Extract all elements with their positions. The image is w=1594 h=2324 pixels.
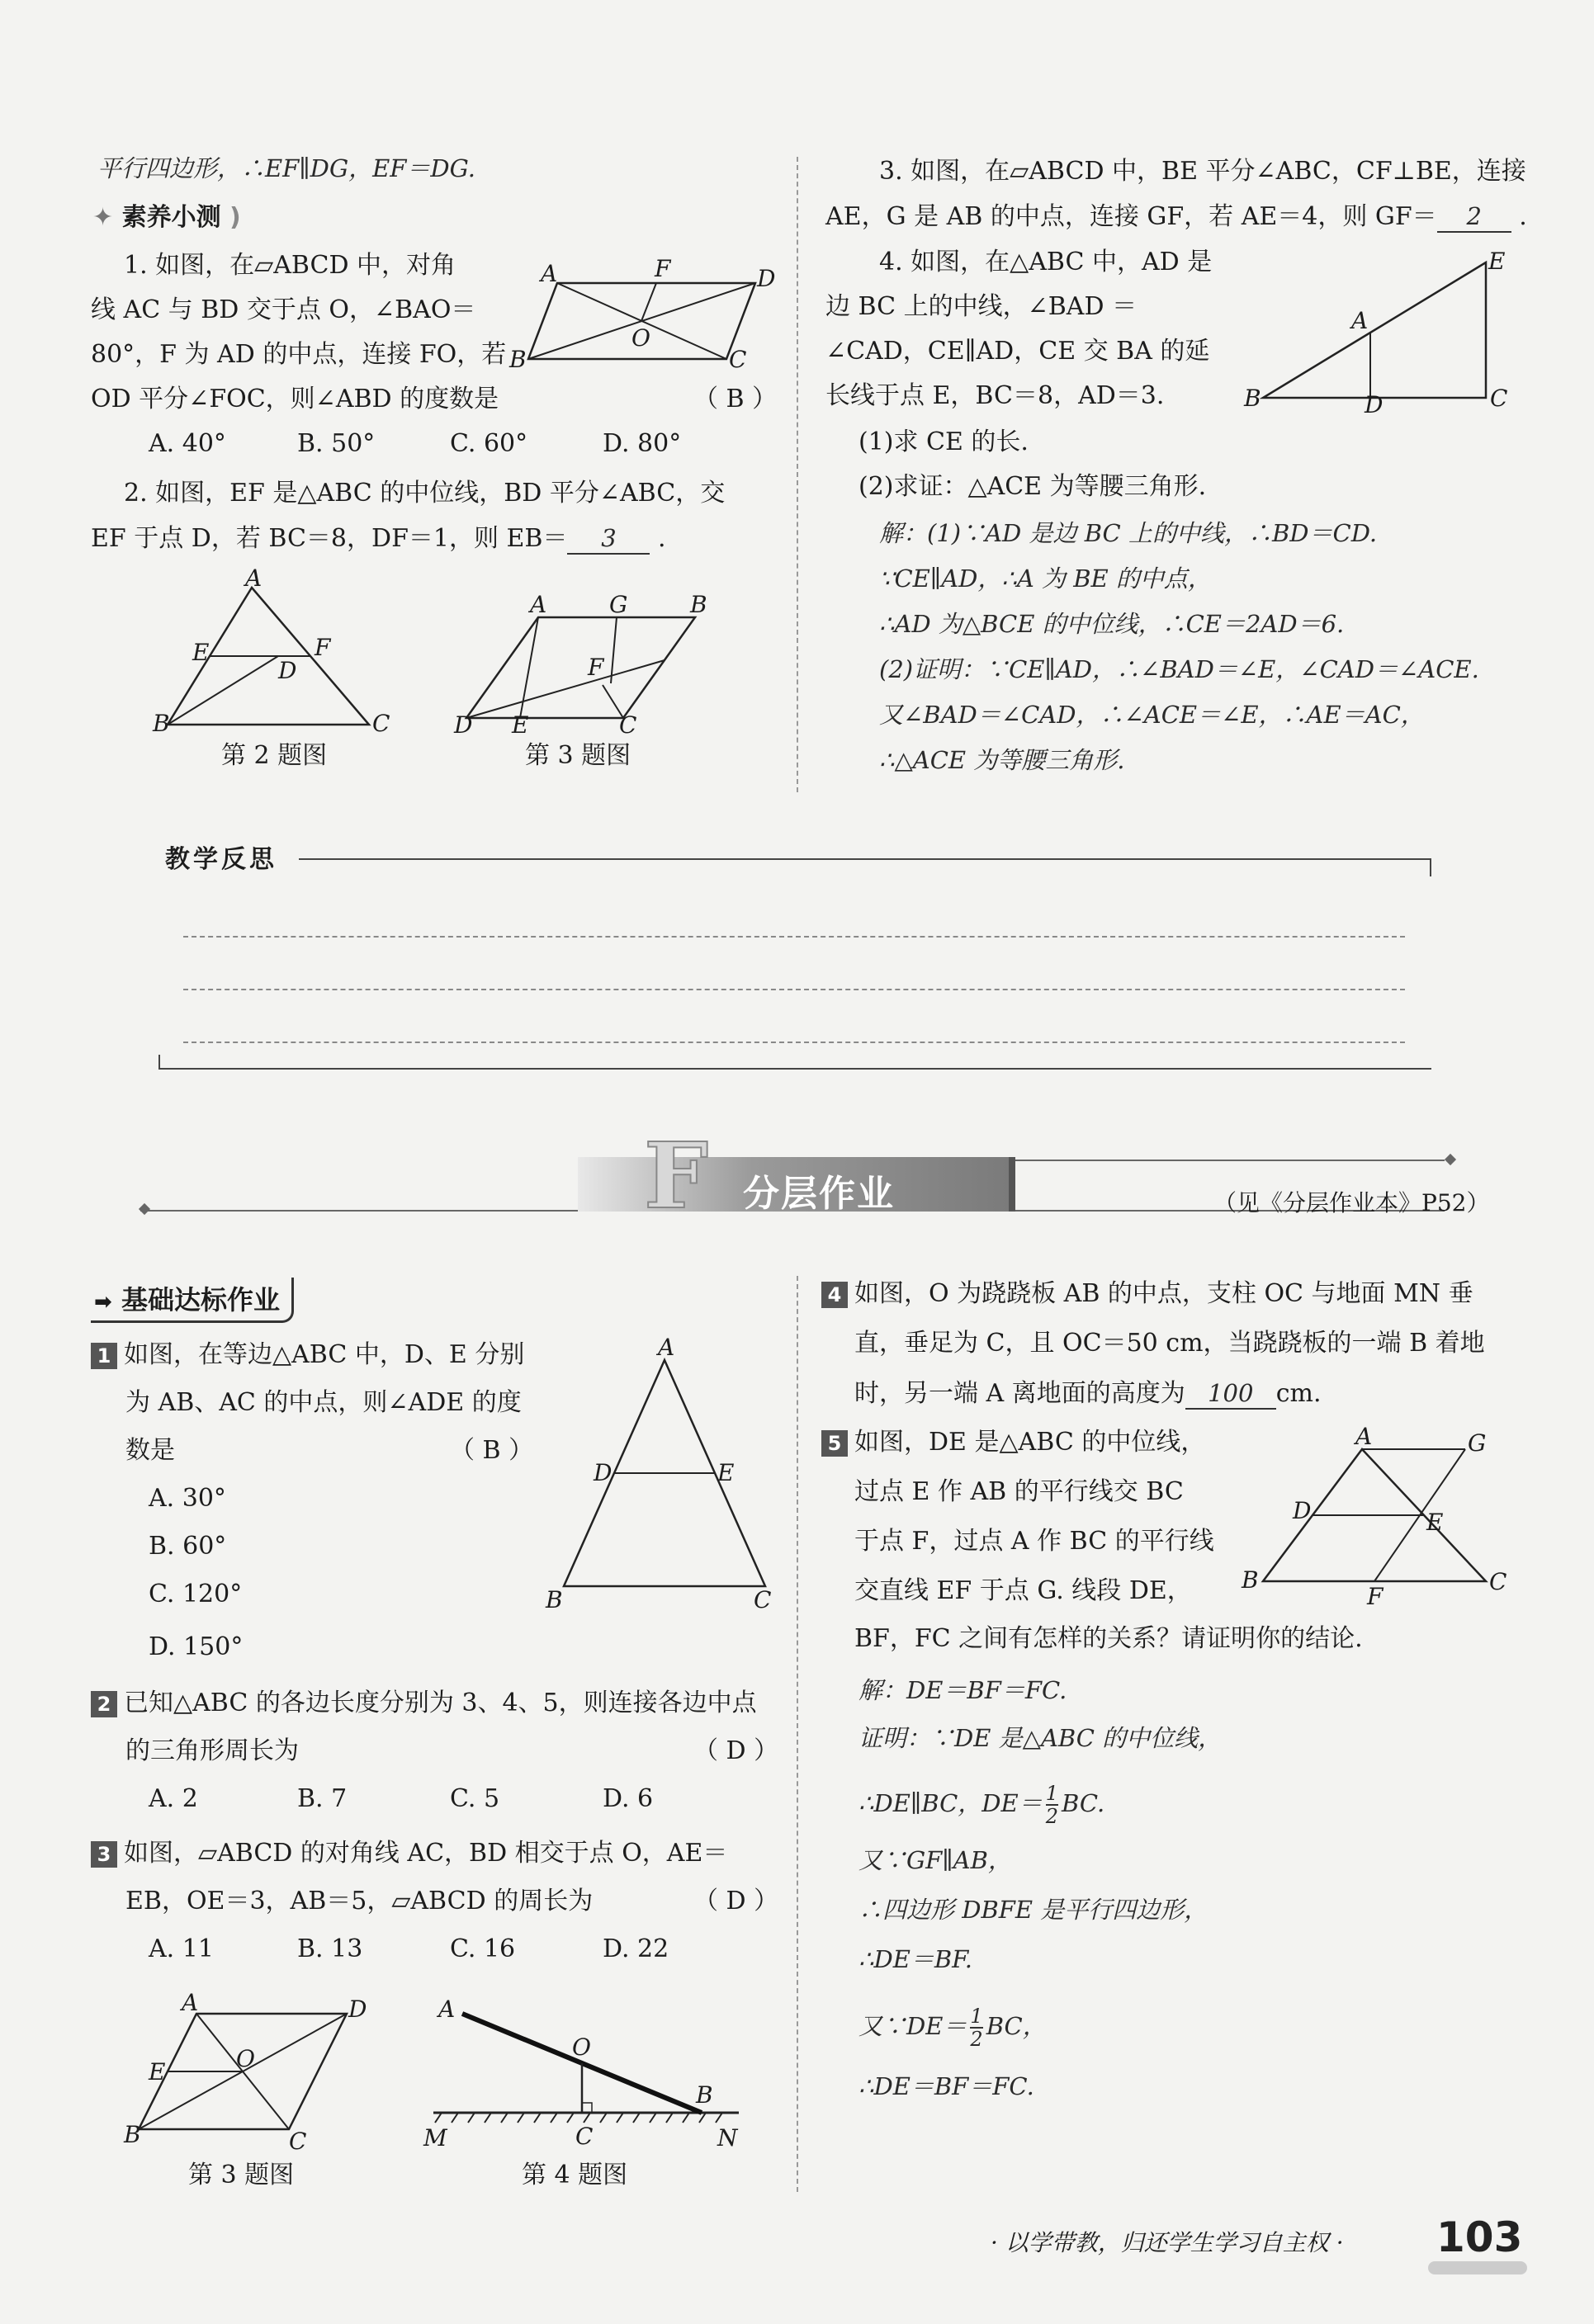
writing-line: [183, 1042, 1405, 1043]
basic-q2-line: 的三角形周长为: [125, 1736, 299, 1765]
reflection-bottom-rule: [158, 1055, 1431, 1070]
banner-rule: [1015, 1160, 1445, 1161]
basic-q5-line: 过点 E 作 AB 的平行线交 BC: [854, 1477, 1184, 1506]
svg-text:A: A: [541, 260, 558, 287]
svg-text:O: O: [631, 324, 650, 352]
svg-text:D: D: [1293, 1497, 1312, 1524]
svg-text:C: C: [372, 710, 390, 737]
basic-q3-choice: C. 16: [450, 1934, 516, 1963]
q1-line: OD 平分∠FOC，则∠ABD 的度数是: [91, 385, 499, 413]
basic-q2-choice: C. 5: [450, 1784, 500, 1813]
basic-q5-line: 交直线 EF 于点 G. 线段 DE，: [854, 1576, 1192, 1605]
svg-text:D: D: [1365, 391, 1384, 418]
q5-solution-line: 证明：∵DE 是△ABC 的中位线，: [858, 1724, 1223, 1752]
svg-text:B: B: [1242, 1566, 1259, 1594]
q1-line: 线 AC 与 BD 交于点 O，∠BAO＝: [91, 295, 476, 324]
banner-letter: F: [644, 1122, 709, 1229]
banner-rule-end: [1445, 1154, 1456, 1165]
q2-answer: 3: [567, 523, 650, 555]
arrow-icon: ➡: [94, 1290, 112, 1315]
basic-q4-answer: 100: [1185, 1378, 1276, 1410]
figure-caption-3: 第 3 题图: [525, 741, 631, 770]
q4-sub2: (2)求证：△ACE 为等腰三角形.: [858, 472, 1207, 501]
q2-figure: [153, 564, 400, 737]
column-divider: [797, 1276, 798, 2192]
column-divider: [797, 157, 798, 792]
basic-q2-answer: （ D ）: [693, 1736, 779, 1765]
svg-text:M: M: [423, 2124, 447, 2152]
svg-text:G: G: [1468, 1429, 1487, 1457]
q4-solution-line: ∴△ACE 为等腰三角形.: [879, 746, 1125, 774]
svg-text:C: C: [1490, 385, 1508, 412]
svg-text:A: A: [658, 1334, 675, 1361]
basic-q5-figure: [1238, 1423, 1511, 1616]
svg-text:A: A: [182, 1989, 199, 2016]
q3-answer: 2: [1437, 201, 1511, 233]
svg-text:D: D: [348, 1996, 367, 2023]
diamond-icon: ✦: [92, 203, 114, 232]
svg-text:D: D: [454, 711, 473, 739]
svg-text:B: B: [690, 591, 707, 618]
svg-text:N: N: [717, 2124, 738, 2152]
basic-q3-choice: D. 22: [603, 1934, 669, 1963]
q4-top-figure: [1242, 248, 1515, 418]
basic-q1-choice: D. 150°: [149, 1632, 244, 1661]
basic-q4-figure: [417, 1997, 755, 2154]
svg-text:B: B: [509, 346, 527, 373]
svg-text:A: A: [438, 1996, 456, 2023]
basic-q1-answer: （ B ）: [450, 1436, 534, 1465]
svg-text:A: A: [530, 591, 547, 618]
svg-text:E: E: [1488, 248, 1506, 275]
svg-text:C: C: [729, 346, 747, 373]
basic-q1-line: 1 如图，在等边△ABC 中，D、E 分别: [91, 1340, 524, 1370]
svg-text:B: B: [546, 1586, 563, 1613]
fraction: $\frac{1}{2}$: [970, 2005, 983, 2051]
q1-answer: （ B ）: [693, 385, 778, 413]
svg-text:E: E: [192, 639, 210, 666]
svg-text:E: E: [149, 2058, 166, 2085]
svg-text:G: G: [609, 591, 628, 618]
basic-q4-line: 4 如图，O 为跷跷板 AB 的中点，支柱 OC 与地面 MN 垂: [821, 1279, 1473, 1309]
basic-q5-line: 5 如图，DE 是△ABC 的中位线，: [821, 1428, 1205, 1457]
q5-solution-line: ∴四边形 DBFE 是平行四边形，: [858, 1896, 1209, 1924]
basic-q3-line: EB，OE＝3，AB＝5，▱ABCD 的周长为: [125, 1887, 594, 1915]
q4-solution-line: ∵CE∥AD，∴A 为 BE 的中点，: [879, 564, 1212, 593]
basic-q2-choice: B. 7: [297, 1784, 348, 1813]
q2-line: EF 于点 D，若 BC＝8，DF＝1，则 EB＝ 3 .: [91, 524, 666, 553]
prev-proof-line: 平行四边形，∴EF∥DG，EF＝DG.: [97, 154, 475, 182]
basic-q3-choice: A. 11: [149, 1934, 214, 1963]
page-number: 103: [1436, 2213, 1523, 2261]
q4-solution-line: 又∠BAD＝∠CAD，∴∠ACE＝∠E，∴AE＝AC，: [879, 701, 1425, 729]
q4-line: 长线于点 E，BC＝8，AD＝3.: [825, 381, 1165, 410]
q1-choice: D. 80°: [603, 429, 682, 458]
q4-solution-line: ∴AD 为△BCE 的中位线，∴CE＝2AD＝6.: [879, 610, 1345, 638]
svg-text:D: D: [594, 1459, 613, 1486]
svg-text:C: C: [1489, 1568, 1507, 1595]
svg-text:C: C: [289, 2128, 307, 2155]
basic-q1-choice: C. 120°: [149, 1580, 243, 1608]
fraction: $\frac{1}{2}$: [1045, 1782, 1059, 1828]
q1-choice: A. 40°: [149, 429, 226, 458]
figure-caption-2: 第 2 题图: [221, 741, 328, 770]
section-title-suyang: ✦ 素养小测 ): [92, 203, 241, 232]
banner-title: 分层作业: [743, 1173, 895, 1215]
figure-caption-basic-4: 第 4 题图: [522, 2161, 628, 2189]
q2-line: 2. 如图，EF 是△ABC 的中位线，BD 平分∠ABC，交: [124, 479, 726, 508]
svg-text:O: O: [572, 2034, 591, 2061]
svg-text:D: D: [757, 265, 776, 292]
q3-line: 3. 如图，在▱ABCD 中，BE 平分∠ABC，CF⊥BE，连接: [879, 157, 1526, 186]
banner-cap: [1009, 1157, 1015, 1212]
svg-text:B: B: [153, 710, 170, 737]
svg-text:B: B: [124, 2121, 141, 2148]
svg-text:C: C: [619, 711, 637, 739]
q5-solution-line: 又∵GF∥AB，: [858, 1846, 1012, 1874]
svg-text:E: E: [512, 711, 529, 739]
writing-line: [183, 989, 1405, 990]
svg-text:C: C: [575, 2123, 594, 2150]
basic-q2-choice: A. 2: [149, 1784, 198, 1813]
svg-text:A: A: [1355, 1423, 1373, 1450]
svg-text:F: F: [315, 634, 331, 661]
basic-q3-line: 3 如图，▱ABCD 的对角线 AC，BD 相交于点 O，AE＝: [91, 1839, 727, 1868]
basic-q1-choice: A. 30°: [149, 1484, 226, 1513]
writing-line: [183, 936, 1405, 938]
q4-sub1: (1)求 CE 的长.: [858, 427, 1029, 456]
svg-text:E: E: [1426, 1509, 1444, 1536]
basic-q3-figure: [124, 1981, 371, 2154]
q1-line: 80°，F 为 AD 的中点，连接 FO，若: [91, 340, 507, 369]
svg-text:B: B: [696, 2081, 713, 2109]
q1-choice: C. 60°: [450, 429, 528, 458]
reflection-top-rule: [299, 858, 1430, 860]
q4-line: ∠CAD，CE∥AD，CE 交 BA 的延: [825, 337, 1210, 366]
page-number-underlay: [1428, 2261, 1527, 2274]
banner-reference: （见《分层作业本》P52）: [1213, 1189, 1490, 1216]
q4-solution-line: (2)证明：∵CE∥AD，∴∠BAD＝∠E，∠CAD＝∠ACE.: [879, 655, 1479, 683]
basic-q3-answer: （ D ）: [693, 1887, 779, 1915]
basic-q1-figure: [541, 1334, 780, 1618]
basic-q4-line: 时，另一端 A 离地面的高度为 100 cm.: [854, 1379, 1322, 1408]
q4-line: 4. 如图，在△ABC 中，AD 是: [879, 248, 1213, 276]
q5-solution-line: 又∵DE＝ $\frac{1}{2}$ BC，: [858, 2005, 1047, 2051]
banner-rule-end: [139, 1203, 150, 1215]
q5-solution-line: 解：DE＝BF＝FC.: [858, 1676, 1067, 1704]
reflection-title: 教学反思: [165, 845, 277, 874]
basic-q2-choice: D. 6: [603, 1784, 654, 1813]
reflection-corner: [1430, 858, 1431, 876]
svg-text:E: E: [717, 1459, 735, 1486]
svg-text:B: B: [1244, 385, 1261, 412]
basic-q5-line: 于点 F，过点 A 作 BC 的平行线: [854, 1527, 1214, 1556]
q3-line: AE，G 是 AB 的中点，连接 GF，若 AE＝4，则 GF＝ 2 .: [825, 202, 1527, 231]
basic-q1-line: 数是: [125, 1436, 175, 1465]
svg-text:F: F: [1367, 1583, 1384, 1610]
figure-caption-basic-3: 第 3 题图: [188, 2161, 295, 2189]
q3-figure: [454, 591, 718, 739]
basic-q2-line: 2 已知△ABC 的各边长度分别为 3、4、5，则连接各边中点: [91, 1689, 757, 1718]
svg-text:A: A: [245, 564, 263, 592]
basic-q4-line: 直，垂足为 C，且 OC＝50 cm，当跷跷板的一端 B 着地: [854, 1329, 1485, 1358]
q1-figure: [508, 252, 776, 384]
q5-solution-line: ∴DE＝BF.: [858, 1945, 973, 1973]
svg-text:A: A: [1351, 307, 1369, 334]
q1-line: 1. 如图，在▱ABCD 中，对角: [124, 251, 456, 280]
basic-q5-line: BF，FC 之间有怎样的关系？请证明你的结论.: [854, 1624, 1363, 1653]
svg-text:D: D: [278, 657, 297, 684]
footer-slogan: · 以学带教，归还学生学习自主权 ·: [991, 2229, 1344, 2256]
svg-text:F: F: [588, 654, 604, 681]
svg-text:F: F: [655, 255, 671, 282]
basic-q1-choice: B. 60°: [149, 1532, 227, 1561]
svg-text:C: C: [754, 1586, 772, 1613]
svg-text:O: O: [236, 2045, 255, 2072]
basic-q3-choice: B. 13: [297, 1934, 363, 1963]
q4-line: 边 BC 上的中线，∠BAD ＝: [825, 292, 1138, 321]
q4-solution-line: 解：(1)∵AD 是边 BC 上的中线，∴BD＝CD.: [879, 519, 1378, 547]
q5-solution-line: ∴DE∥BC，DE＝ $\frac{1}{2}$ BC.: [858, 1782, 1105, 1828]
q5-solution-line: ∴DE＝BF＝FC.: [858, 2072, 1034, 2100]
q1-choice: B. 50°: [297, 429, 376, 458]
section-title-basic: ➡ 基础达标作业: [91, 1278, 294, 1323]
basic-q1-line: 为 AB、AC 的中点，则∠ADE 的度: [125, 1388, 522, 1417]
